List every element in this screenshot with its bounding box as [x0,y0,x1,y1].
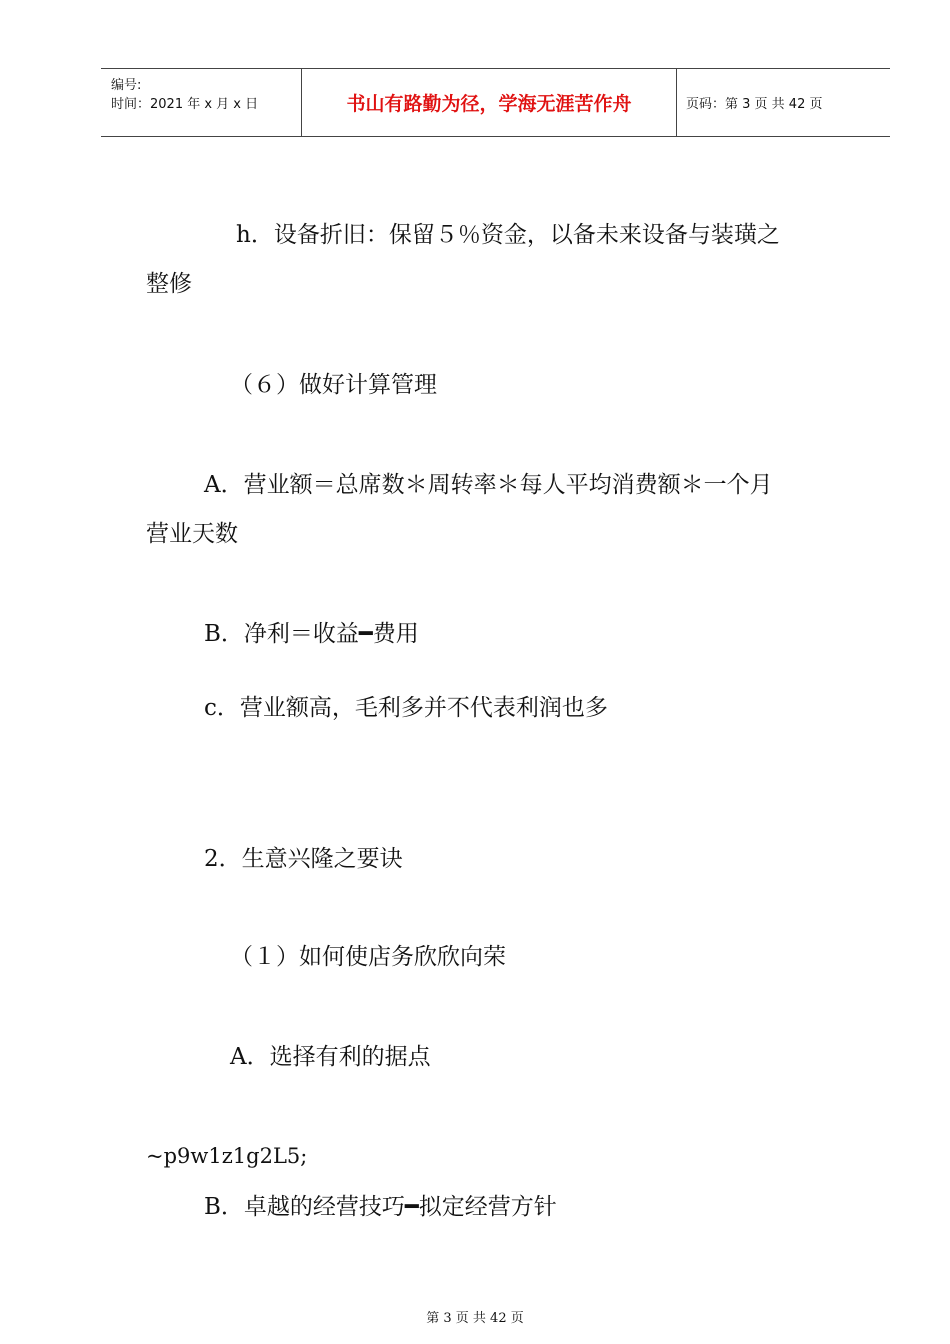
header-motto: 书山有路勤为径，学海无涯苦作舟 [346,93,632,115]
section-heading: 2．生意兴隆之要诀 [204,846,403,872]
page-footer: 第 3 页 共 42 页 [426,1311,524,1326]
header-number-label: 编号: [111,78,142,93]
section-heading: （６）做好计算管理 [230,372,437,398]
header-page-cell [676,69,890,136]
body-line: A．选择有利的据点 [230,1044,431,1070]
body-line: h．设备折旧：保留５％资金，以备未来设备与装璜之 [236,222,780,248]
page-header [101,68,890,137]
body-code-line: ~p9w1z1g2L5; [146,1144,308,1168]
header-time-label: 时间：2021 年 x 月 x 日 [111,97,259,112]
body-line: B．卓越的经营技巧━拟定经营方针 [204,1194,557,1220]
body-line: 整修 [146,271,192,297]
body-line: 营业天数 [146,521,238,547]
body-line: B．净利＝收益━费用 [204,621,419,647]
header-motto-cell [301,69,677,136]
header-page-info: 页码：第 3 页 共 42 页 [686,97,823,112]
section-heading: （１）如何使店务欣欣向荣 [230,944,506,970]
body-line: A．营业额＝总席数＊周转率＊每人平均消费额＊一个月 [204,472,773,498]
body-line: c．营业额高，毛利多并不代表利润也多 [204,695,608,721]
header-meta [101,69,301,136]
